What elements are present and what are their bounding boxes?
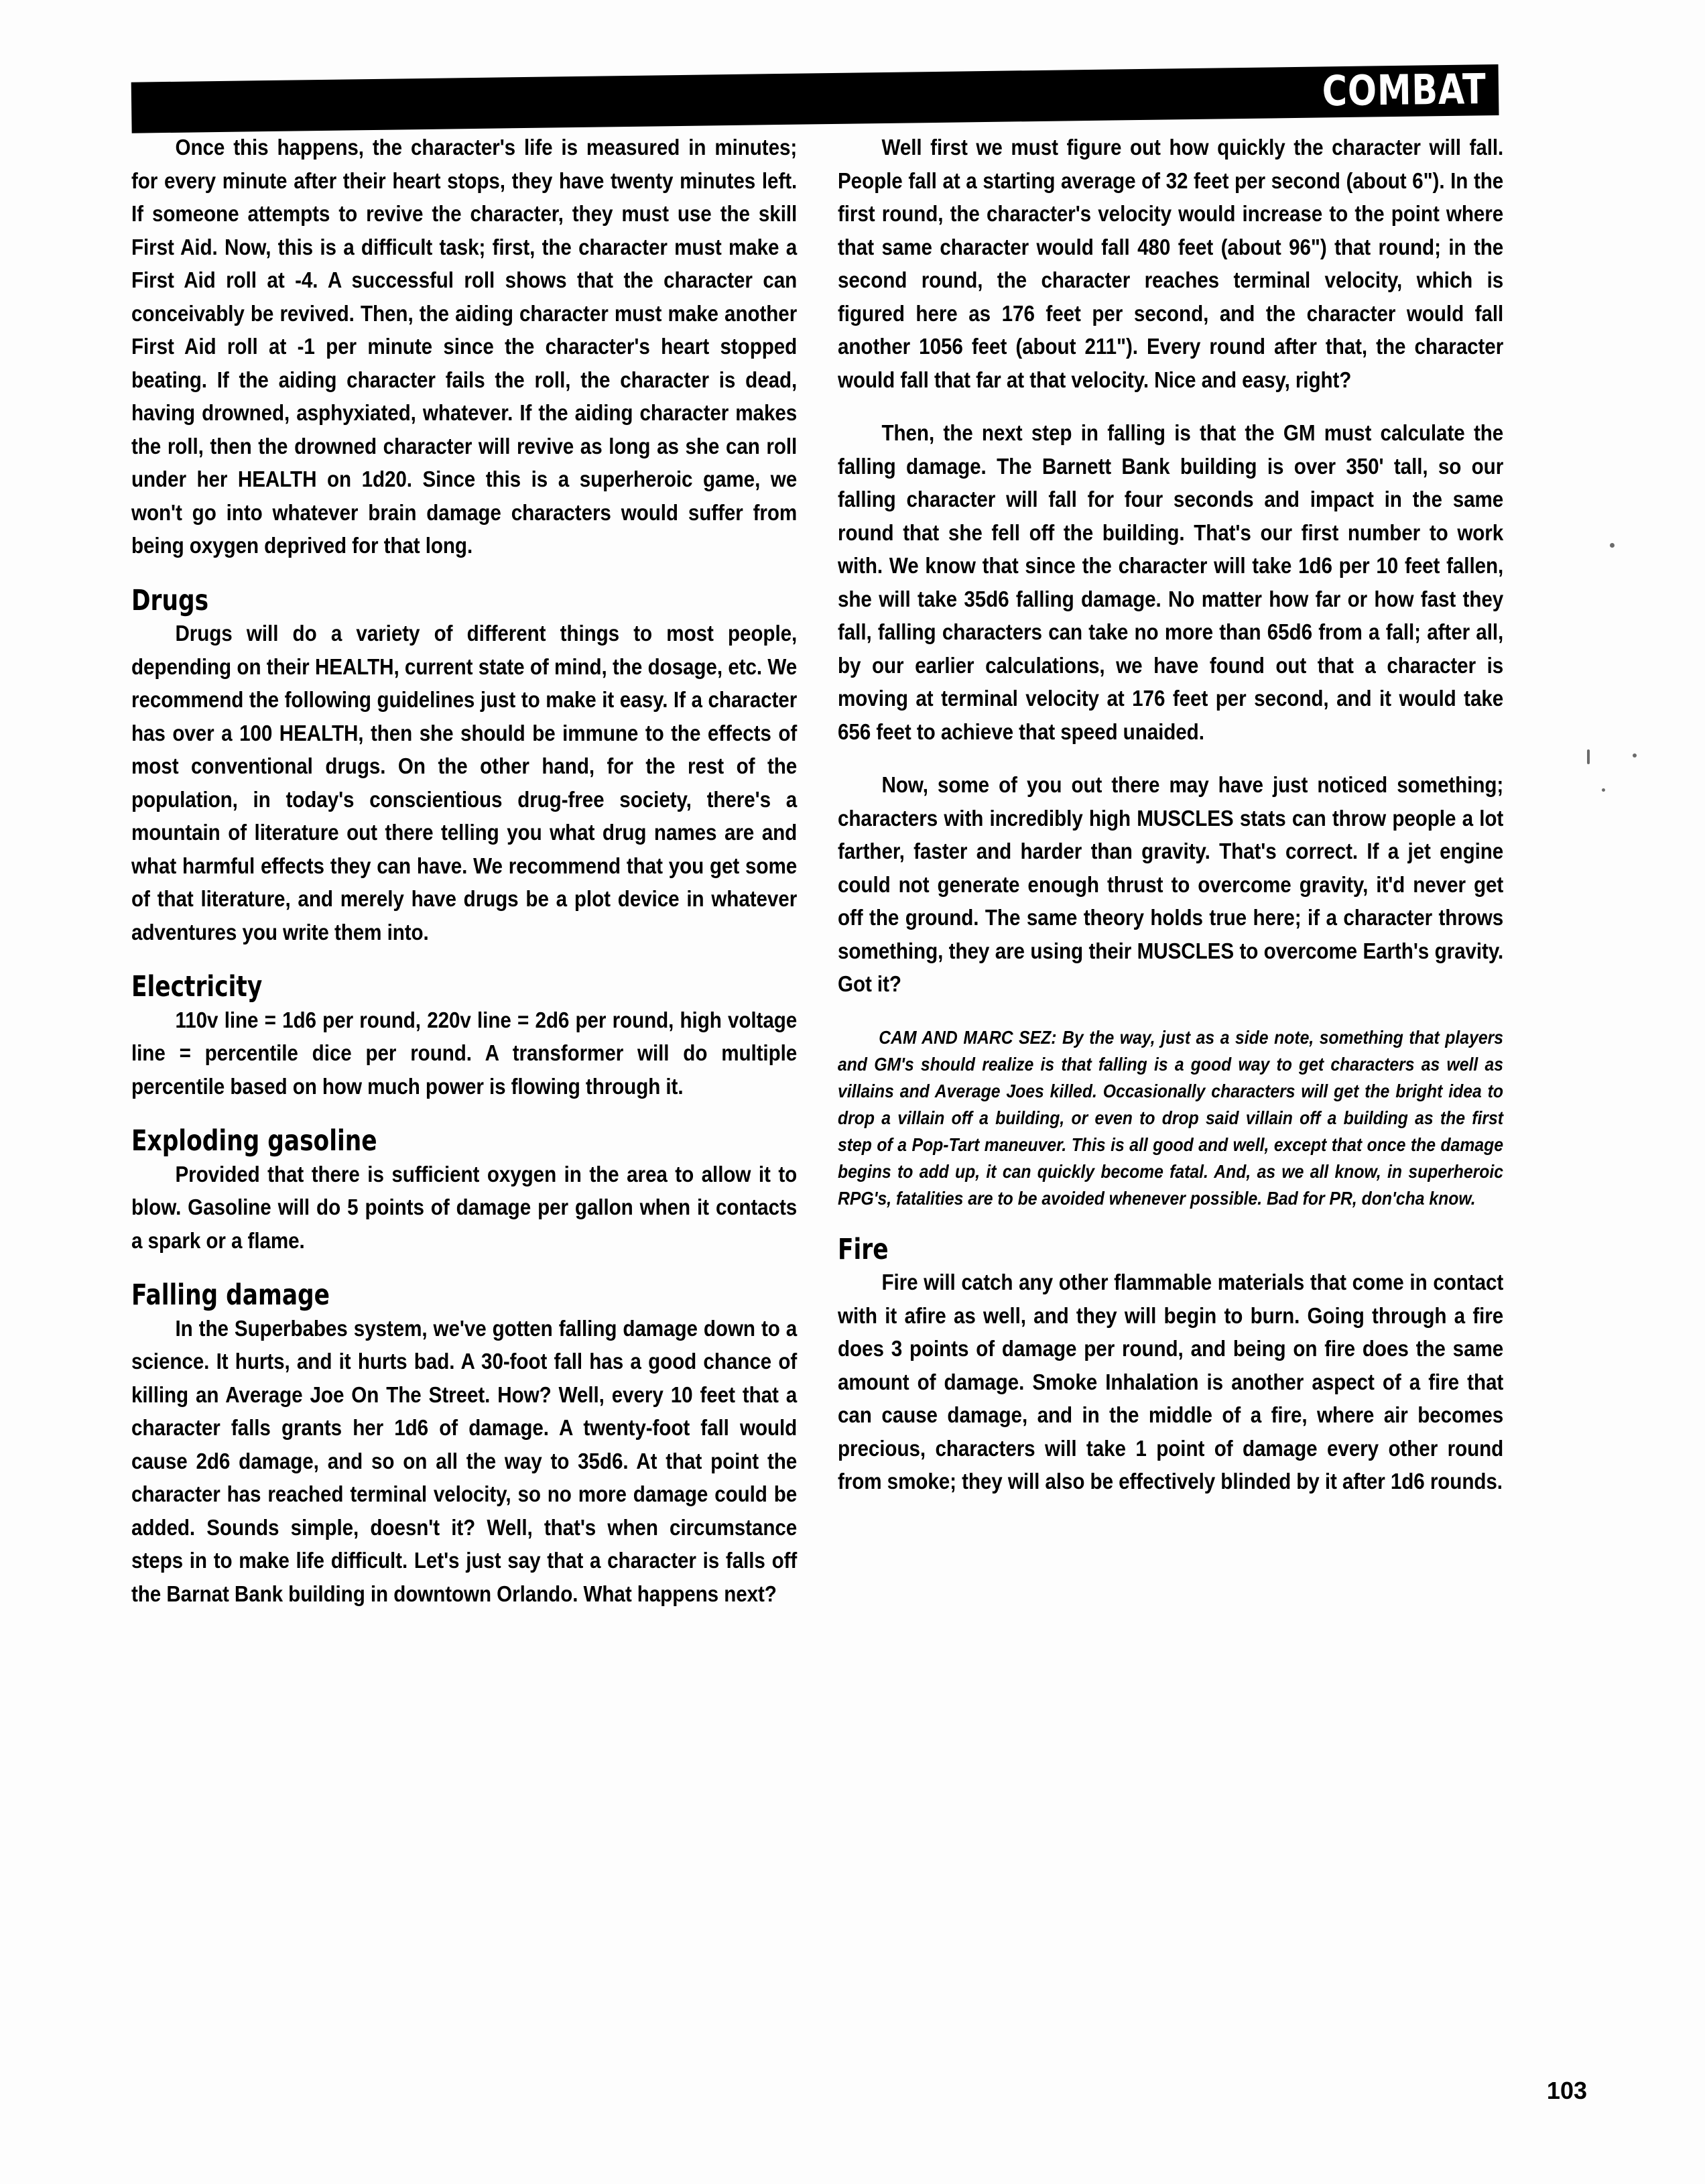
paragraph: 110v line = 1d6 per round, 220v line = 2d6 per round, high voltage line = percentile dice per round. A transformer will do multiple percentile based on how much power is flowing through it. xyxy=(131,1008,798,1099)
designer-note-cam-and-marc-sez xyxy=(838,1024,1503,1212)
right-column xyxy=(838,131,1504,1519)
paragraph: Once this happens, the character's life is measured in minutes; for every minute after their heart stops, they have twenty minutes left. If someone attempts to revive the character, they must use the skill First Aid. Now, this is a difficult task; first, the character must make a First Aid roll at -4. A successful roll shows that the character can conceivably be revived. Then, the aiding character must make another First Aid roll at -1 per minute since the character's heart stopped beating. If the aiding character fails the roll, the character is dead, having drowned, asphyxiated, whatever. If the aiding character makes the roll, then the drowned character will revive as long as she can roll under her HEALTH on 1d20. Since this is a superheroic game, we won't go into whatever brain damage characters would suffer from being oxygen deprived for that long. xyxy=(131,135,798,558)
chapter-title: COMBAT xyxy=(1322,64,1487,116)
section-heading-drugs: Drugs xyxy=(131,583,209,617)
section-heading-electricity: Electricity xyxy=(131,970,263,1004)
scan-speckle xyxy=(1633,753,1637,757)
chapter-header-banner xyxy=(131,64,1499,133)
scan-speckle xyxy=(1610,543,1615,548)
page-number: 103 xyxy=(1546,2077,1587,2104)
paragraph: Drugs will do a variety of different things to most people, depending on their HEALTH, current state of mind, the dosage, etc. We recommend the following guidelines just to make it easy. If a character has over a 100 HEALTH, then she should be immune to the effects of most conventional drugs. On the other hand, for the rest of the population, in today's conscientious drug-free society, there's a mountain of literature out there telling you what drug names are and what harmful effects they can have. We recommend that you get some of that literature, and merely have drugs be a plot device in whatever adventures you write them into. xyxy=(131,621,798,945)
paragraph: Then, the next step in falling is that the GM must calculate the falling damage. The Barnett Bank building is over 350' tall, so our falling character will fall for four seconds and impact in the same round that she fell off the building. That's our first number to work with. We know that since the character will take 1d6 per 10 feet fallen, she will take 35d6 falling damage. No matter how far or how fast they fall, falling characters can take no more than 65d6 from a fall; after all, by our earlier calculations, we have found out that a character is moving at terminal velocity at 176 feet per second, and it would take 656 feet to achieve that speed unaided. xyxy=(838,421,1504,745)
term-smoke-inhalation: Smoke Inhalation xyxy=(1032,1370,1199,1395)
paragraph: Provided that there is sufficient oxygen in the area to allow it to blow. Gasoline will do 5 points of damage per gallon when it contacts a spark or a flame. xyxy=(131,1162,798,1254)
fire-text-after: is another aspect of a fire that can cause damage, and in the middle of a fire, where air becomes precious, characters will take 1 point of damage every other round from smoke; they will also be effectively blinded by it after 1d6 rounds. xyxy=(838,1370,1504,1495)
section-heading-fire: Fire xyxy=(838,1232,889,1266)
paragraph: Well first we must figure out how quickly the character will fall. People fall at a starting average of 32 feet per second (about 6"). In the first round, the character's velocity would increase to the point where that same character would fall 480 feet (about 96") that round; in the second round, the character reaches terminal velocity, which is figured here as 176 feet per second, and the character would fall another 1056 feet (about 211"). Every round after that, the character would fall that far at that velocity. Nice and easy, right? xyxy=(838,135,1504,393)
paragraph xyxy=(838,1266,1503,1499)
scan-speckle xyxy=(1602,788,1605,792)
scan-speckle xyxy=(1587,749,1590,764)
paragraph: Now, some of you out there may have just noticed something; characters with incredibly high MUSCLES stats can throw people a lot farther, faster and harder than gravity. That's correct. If a jet engine could not generate enough thrust to overcome gravity, it'd never get off the ground. The same theory holds true here; if a character throws something, they are using their MUSCLES to overcome Earth's gravity. Got it? xyxy=(838,773,1504,997)
fire-text-before: Fire will catch any other flammable materials that come in contact with it afire as well, and they will begin to burn. Going through a fire does 3 points of damage per round, and being on fire does the same amount of damage. xyxy=(838,1270,1504,1395)
section-heading-exploding-gasoline: Exploding gasoline xyxy=(131,1124,377,1158)
designer-note-lead: CAM AND MARC SEZ xyxy=(879,1026,1052,1048)
paragraph: In the Superbabes system, we've gotten falling damage down to a science. It hurts, and it hurts bad. A 30-foot fall has a good chance of killing an Average Joe On The Street. How? Well, every 10 feet that a character falls grants her 1d6 of damage. A twenty-foot fall would cause 2d6 damage, and so on all the way to 35d6. At that point the character has reached terminal velocity, so no more damage could be added. Sounds simple, doesn't it? Well, that's when circumstance steps in to make life difficult. Let's just say that a character is falls off the Barnat Bank building in downtown Orlando. What happens next? xyxy=(131,1316,798,1607)
section-heading-falling-damage: Falling damage xyxy=(131,1278,330,1313)
two-column-body xyxy=(131,131,1504,1631)
left-column xyxy=(131,131,798,1631)
designer-note-body: : By the way, just as a side note, something that players and GM's should realize is that falling is a good way to get characters as well as villains and Average Joes killed. Occasionally characters will get the bright idea to drop a villain off a building, or even to drop said villain off a building as the first step of a Pop-Tart maneuver. This is all good and well, except that once the damage begins to add up, it can quickly become fatal. And, as we all know, in superheroic RPG's, fatalities are to be avoided whenever possible. Bad for PR, don'cha know. xyxy=(838,1026,1503,1209)
